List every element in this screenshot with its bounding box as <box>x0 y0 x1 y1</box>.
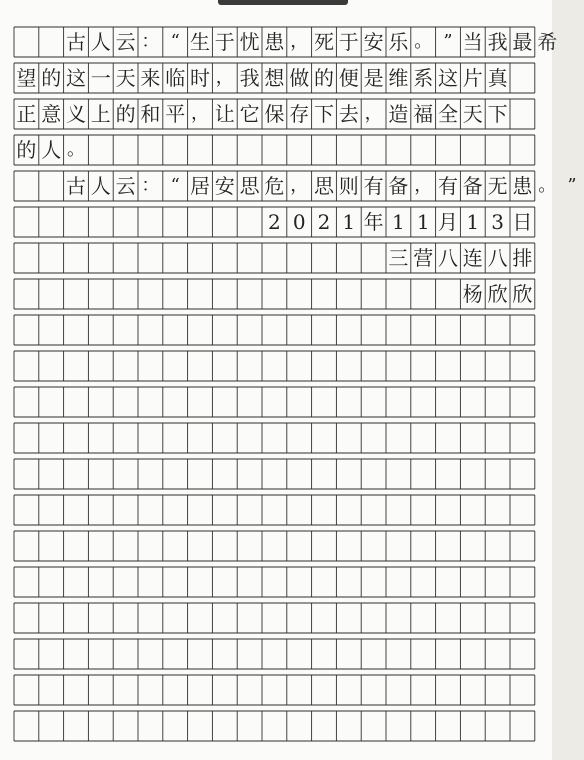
essay-char: 来 <box>140 66 161 90</box>
essay-char: 的 <box>115 102 136 126</box>
essay-char: ： <box>141 175 160 196</box>
essay-char: 人 <box>90 174 111 198</box>
essay-char: 排 <box>512 246 533 270</box>
essay-char: 我 <box>239 66 260 90</box>
essay-char: 无 <box>487 174 508 198</box>
essay-char: 0 <box>292 210 306 234</box>
essay-char: 3 <box>491 210 504 234</box>
essay-char: 想 <box>264 66 285 90</box>
essay-char: 维 <box>388 66 409 90</box>
essay-line-5 <box>0 171 577 201</box>
essay-char: 乐 <box>388 30 409 54</box>
essay-char: 它 <box>239 102 260 126</box>
essay-char: 死 <box>314 30 334 54</box>
essay-char: 下 <box>487 102 508 126</box>
essay-char: 人 <box>90 30 111 54</box>
essay-char: 望 <box>16 66 37 90</box>
essay-char: 云 <box>115 174 136 198</box>
essay-char: 欣 <box>512 282 533 306</box>
essay-char: 人 <box>41 138 62 162</box>
tape-strip <box>218 0 348 5</box>
essay-char: ” <box>443 31 453 52</box>
essay-char: 日 <box>512 210 533 234</box>
essay-author-name <box>0 279 552 309</box>
essay-char: 一 <box>90 66 111 90</box>
essay-char: 便 <box>338 66 359 90</box>
essay-char: 古 <box>66 174 86 198</box>
essay-char: 月 <box>438 210 458 234</box>
essay-char: ” <box>567 175 577 196</box>
essay-class-info <box>0 243 552 273</box>
essay-char: 造 <box>388 102 409 126</box>
essay-char: 平 <box>165 102 186 126</box>
essay-char: 。 <box>414 31 433 52</box>
essay-char: 天 <box>115 66 136 90</box>
essay-char: 系 <box>413 66 434 90</box>
essay-char: 安 <box>363 30 384 54</box>
essay-char: 意 <box>41 102 62 126</box>
essay-char: ， <box>414 175 433 196</box>
essay-char: ： <box>141 31 160 52</box>
essay-char: ， <box>364 103 383 124</box>
essay-char: 这 <box>438 66 458 90</box>
essay-char: 。 <box>538 175 557 196</box>
essay-char: 八 <box>438 246 458 270</box>
essay-char: 忧 <box>239 30 260 54</box>
essay-char: 让 <box>214 102 235 126</box>
essay-char: 古 <box>66 30 86 54</box>
essay-char: 思 <box>314 174 334 198</box>
essay-char: 这 <box>66 66 86 90</box>
essay-char: 的 <box>16 138 37 162</box>
essay-char: 临 <box>165 66 186 90</box>
essay-char: 去 <box>338 102 359 126</box>
essay-char: 下 <box>314 102 334 126</box>
essay-char: 做 <box>289 66 310 90</box>
essay-char: 真 <box>487 66 508 90</box>
essay-char: 1 <box>466 210 480 234</box>
essay-char: 2 <box>268 210 281 234</box>
essay-char: 的 <box>314 66 334 90</box>
essay-char: 1 <box>416 210 430 234</box>
essay-char: 危 <box>264 174 285 198</box>
essay-char: 2 <box>317 210 331 234</box>
essay-char: 于 <box>214 30 235 54</box>
essay-char: 全 <box>438 102 458 126</box>
essay-char: 患 <box>512 174 533 198</box>
essay-char: 三 <box>388 246 409 270</box>
essay-char: “ <box>170 175 180 196</box>
essay-char: 1 <box>392 210 405 234</box>
essay-char: 云 <box>115 30 136 54</box>
essay-char: 有 <box>363 174 384 198</box>
essay-line-1 <box>0 27 558 57</box>
essay-char: 年 <box>363 210 384 234</box>
essay-char: 欣 <box>487 282 508 306</box>
essay-date <box>0 207 552 237</box>
essay-char: ， <box>290 31 309 52</box>
essay-char: 希 <box>537 30 558 54</box>
essay-char: ， <box>215 67 234 88</box>
essay-char: 存 <box>289 102 310 126</box>
essay-char: 营 <box>413 246 434 270</box>
essay-char: 天 <box>462 102 483 126</box>
essay-char: “ <box>170 31 180 52</box>
essay-char: 思 <box>239 174 260 198</box>
essay-char: 杨 <box>462 282 483 306</box>
essay-char: 上 <box>90 102 111 126</box>
essay-char: 八 <box>487 246 508 270</box>
essay-char: 备 <box>388 174 409 198</box>
essay-char: 片 <box>462 66 483 90</box>
essay-char: 连 <box>462 246 483 270</box>
essay-char: ， <box>290 175 309 196</box>
essay-char: 则 <box>338 174 359 198</box>
essay-char: 和 <box>140 102 161 126</box>
essay-char: 当 <box>462 30 483 54</box>
essay-line-4 <box>0 135 552 165</box>
essay-char: 。 <box>67 139 85 160</box>
essay-char: 我 <box>487 30 508 54</box>
essay-char: 的 <box>41 66 62 90</box>
essay-char: 时 <box>190 66 210 90</box>
essay-char: 最 <box>512 30 533 54</box>
essay-char: 有 <box>438 174 458 198</box>
essay-char: 生 <box>190 30 210 54</box>
essay-char: 义 <box>66 102 86 126</box>
essay-line-3 <box>0 99 552 129</box>
essay-char: 福 <box>413 102 434 126</box>
essay-char: 备 <box>462 174 483 198</box>
essay-char: 居 <box>190 174 210 198</box>
essay-char: 正 <box>16 102 37 126</box>
essay-char: 患 <box>264 30 285 54</box>
essay-char: 是 <box>363 66 384 90</box>
essay-char: 保 <box>264 102 285 126</box>
essay-char: 1 <box>342 210 356 234</box>
essay-char: 于 <box>338 30 359 54</box>
essay-char: ， <box>191 103 209 124</box>
essay-line-2 <box>0 63 552 93</box>
essay-char: 安 <box>214 174 235 198</box>
